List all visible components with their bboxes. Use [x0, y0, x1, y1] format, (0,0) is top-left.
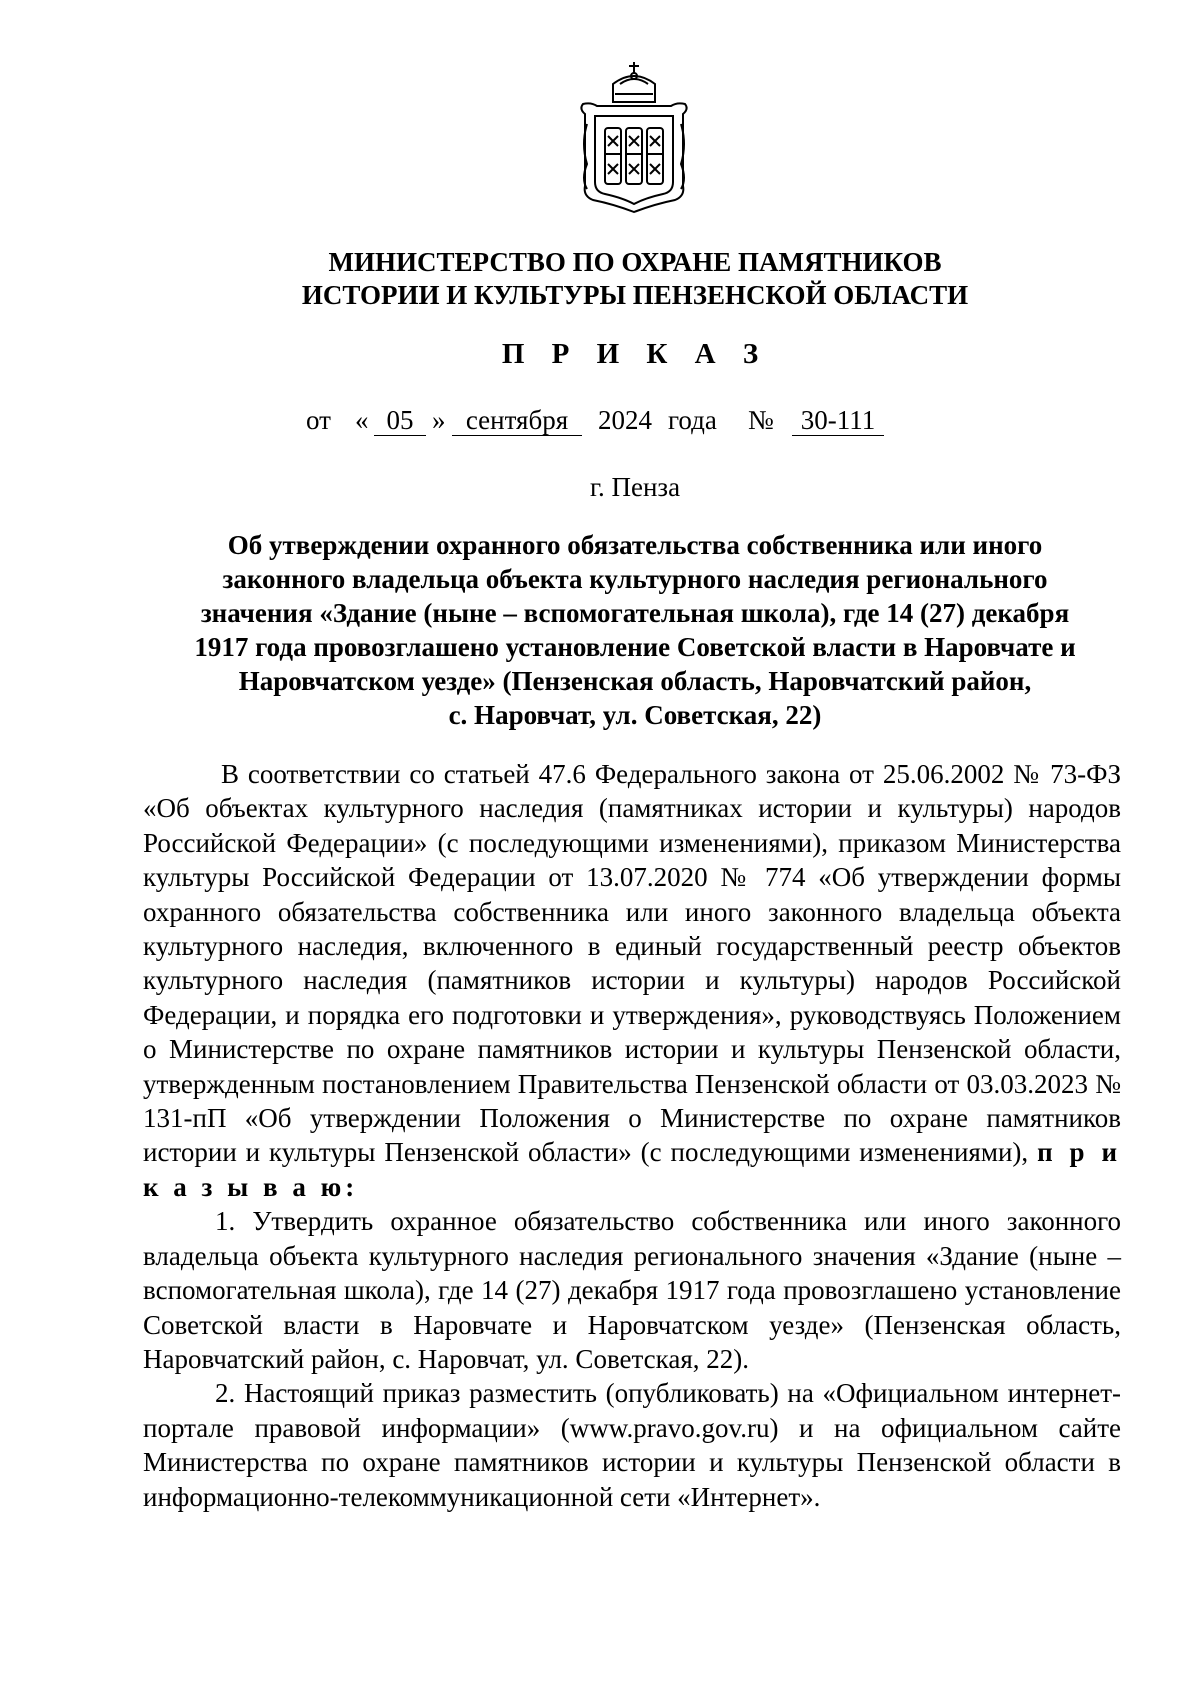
order-item-1: 1. Утвердить охранное обязательство собственника или иного законного владельца объекта культурного наследия регионального значения «Здание (ныне – вспомогательная школа), где 14 (27) декабря 1917 года провозглашено установление Советской власти в Наровчате и Наровчатском уезде» (Пензенская область, Наровчатский район, с. Наровчат, ул. Советская, 22). — [143, 1206, 1121, 1374]
subject-line: 1917 года провозглашено установление Советской власти в Наровчате и — [194, 632, 1076, 662]
order-subject — [150, 528, 1120, 732]
subject-line: значения «Здание (ныне – вспомогательная школа), где 14 (27) декабря — [200, 598, 1070, 628]
city-name: г. Пенза — [589, 472, 681, 502]
order-body — [143, 757, 1121, 1514]
from-label: от — [306, 405, 331, 435]
month-value: сентября — [452, 405, 582, 436]
coat-of-arms-emblem — [575, 54, 693, 214]
year-value: 2024 — [598, 405, 652, 435]
order-dateline — [0, 405, 1200, 445]
order-number: 30-111 — [792, 405, 884, 436]
ministry-name-line1: МИНИСТЕРСТВО ПО ОХРАНЕ ПАМЯТНИКОВ — [328, 247, 942, 277]
document-type-title: П Р И К А З — [501, 338, 769, 370]
subject-line: законного владельца объекта культурного наследия регионального — [222, 564, 1048, 594]
preamble-paragraph — [143, 757, 1121, 1204]
subject-line: с. Наровчат, ул. Советская, 22) — [448, 700, 822, 730]
year-label: года — [668, 405, 717, 435]
ministry-name-line2: ИСТОРИИ И КУЛЬТУРЫ ПЕНЗЕНСКОЙ ОБЛАСТИ — [301, 280, 969, 310]
open-quote: « — [355, 405, 369, 435]
number-sign: № — [748, 405, 774, 435]
subject-line: Об утверждении охранного обязательства собственника или иного — [227, 530, 1043, 560]
order-item-2: 2. Настоящий приказ разместить (опубликовать) на «Официальном интернет-портале правовой информации» (www.pravo.gov.ru) и на официальном сайте Министерства по охране памятников истории и культуры Пензенской области в информационно-телекоммуникационной сети «Интернет». — [143, 1378, 1121, 1512]
close-quote: » — [432, 405, 446, 435]
ministry-name — [0, 246, 1200, 312]
day-value: 05 — [374, 405, 426, 436]
directive-word: п р и к а з ы в а ю: — [143, 1137, 1122, 1202]
preamble-text: В соответствии со статьей 47.6 Федерального закона от 25.06.2002 № 73-ФЗ «Об объектах культурного наследия (памятниках истории и культуры) народов Российской Федерации» (с последующими изменениями), приказом Министерства культуры Российской Федерации от 13.07.2020 № 774 «Об утверждении формы охранного обязательства собственника или иного законного владельца объекта культурного наследия, включенного в единый государственный реестр объектов культурного наследия (памятников истории и культуры) народов Российской Федерации, и порядка его подготовки и утверждения», руководствуясь Положением о Министерстве по охране памятников истории и культуры Пензенской области, утвержденным постановлением Правительства Пензенской области от 03.03.2023 № 131-пП «Об утверждении Положения о Министерстве по охране памятников истории и культуры Пензенской области» (с последующими изменениями), — [143, 759, 1121, 1168]
subject-line: Наровчатском уезде» (Пензенская область, Наровчатский район, — [238, 666, 1032, 696]
